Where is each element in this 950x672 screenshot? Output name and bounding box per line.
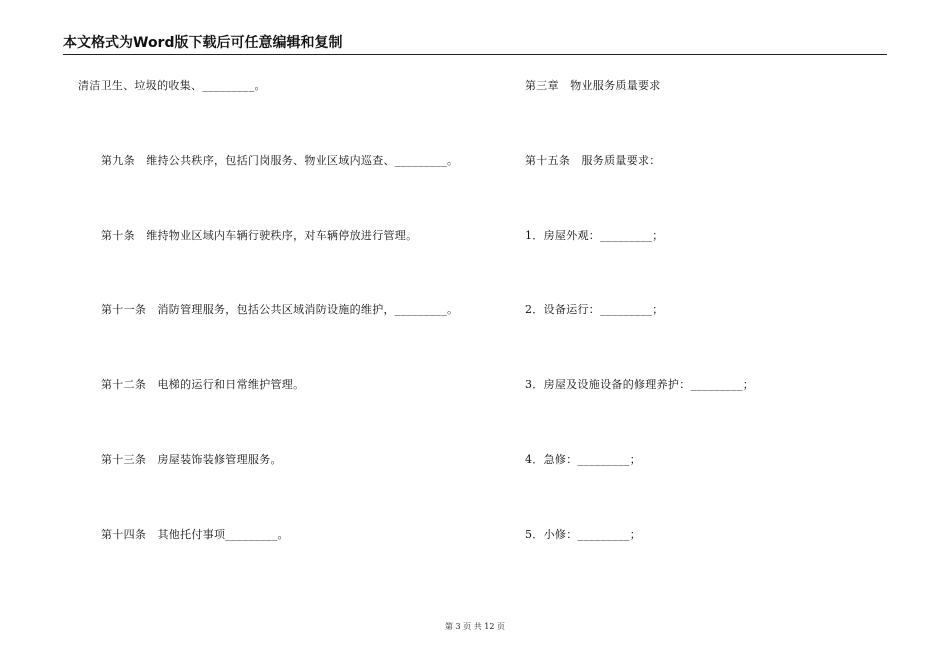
left-line-article-10: 第十条 维持物业区域内车辆行驶秩序，对车辆停放进行管理。 — [101, 229, 418, 242]
header-title: 本文格式为Word版下载后可任意编辑和复制 — [63, 35, 343, 51]
left-line-article-13: 第十三条 房屋装饰装修管理服务。 — [101, 453, 282, 466]
right-line-item-1: 1．房屋外观：_________； — [525, 229, 664, 242]
right-column — [500, 0, 920, 620]
left-line-article-11: 第十一条 消防管理服务，包括公共区域消防设施的维护，_________。 — [101, 303, 459, 316]
right-line-article-15: 第十五条 服务质量要求： — [525, 154, 661, 167]
left-line-article-12: 第十二条 电梯的运行和日常维护管理。 — [101, 378, 305, 391]
right-line-item-4: 4．急修：_________； — [525, 453, 641, 466]
left-column — [0, 0, 490, 620]
right-line-item-5: 5．小修：_________； — [525, 528, 641, 541]
right-line-item-3: 3．房屋及设施设备的修理养护：_________； — [525, 378, 754, 391]
right-line-chapter-3: 第三章 物业服务质量要求 — [525, 79, 661, 92]
page-number: 第 3 页 共 12 页 — [445, 622, 505, 631]
left-line-article-9: 第九条 维持公共秩序，包括门岗服务、物业区域内巡查、_________。 — [101, 154, 459, 167]
left-line-article-14: 第十四条 其他托付事项_________。 — [101, 528, 289, 541]
right-line-item-2: 2．设备运行：_________； — [525, 303, 664, 316]
left-line-1: 清洁卫生、垃圾的收集、_________。 — [78, 79, 266, 92]
